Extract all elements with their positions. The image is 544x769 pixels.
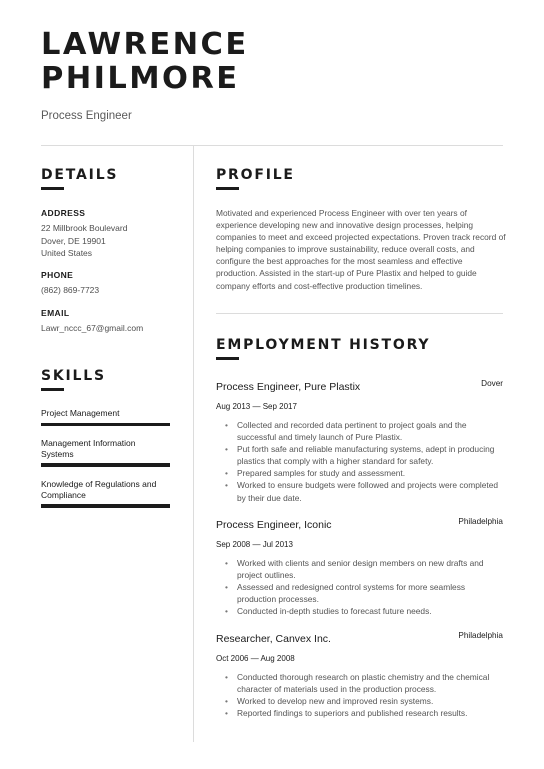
candidate-job-title: Process Engineer <box>41 110 132 122</box>
phone-value: (862) 869-7723 <box>41 285 100 295</box>
responsibility-item: • Put forth safe and reliable manufacturing systems, adept in producing plastics that comply with a higher standard for safety. <box>216 443 503 467</box>
profile-heading-underline <box>216 187 239 190</box>
job-responsibilities <box>216 419 503 504</box>
job-title: Process Engineer, Pure Plastix <box>216 381 361 393</box>
responsibility-item: • Conducted in-depth studies to forecast future needs. <box>216 605 503 617</box>
employment-entry <box>216 515 503 617</box>
employment-entry <box>216 629 503 719</box>
responsibility-item: • Worked to ensure budgets were followed and projects were completed by their due date. <box>216 479 503 503</box>
email-value: Lawr_nccc_67@gmail.com <box>41 323 144 333</box>
job-responsibilities <box>216 557 503 617</box>
skills-heading: SKILLS <box>41 368 106 384</box>
skill-name: Management Information Systems <box>41 438 136 459</box>
job-dates: Aug 2013 — Sep 2017 <box>216 402 297 411</box>
skill-name: Knowledge of Regulations and Compliance <box>41 479 157 500</box>
responsibility-item: • Reported findings to superiors and published research results. <box>216 707 503 719</box>
skills-heading-underline <box>41 388 64 391</box>
candidate-name <box>41 28 461 96</box>
job-location: Dover <box>481 379 503 388</box>
name-line-first: LAWRENCE <box>41 27 249 62</box>
skill-item <box>41 438 170 467</box>
responsibility-item: • Assessed and redesigned control systems for more seamless production processes. <box>216 581 503 605</box>
column-divider <box>193 146 194 742</box>
job-title: Process Engineer, Iconic <box>216 519 332 531</box>
employment-entry <box>216 377 503 504</box>
profile-heading: PROFILE <box>216 167 295 183</box>
job-dates: Oct 2006 — Aug 2008 <box>216 654 295 663</box>
profile-divider <box>216 313 503 314</box>
header-divider <box>41 145 503 146</box>
email-label: EMAIL <box>41 308 70 318</box>
skill-item <box>41 479 170 508</box>
skill-level-bar <box>41 504 170 508</box>
address-label: ADDRESS <box>41 208 86 218</box>
job-title: Researcher, Canvex Inc. <box>216 633 331 645</box>
skill-name: Project Management <box>41 408 120 418</box>
address-line: United States <box>41 248 93 258</box>
job-dates: Sep 2008 — Jul 2013 <box>216 540 293 549</box>
skill-item <box>41 408 170 426</box>
phone-label: PHONE <box>41 270 74 280</box>
skill-level-bar <box>41 463 170 467</box>
responsibility-item: • Worked with clients and senior design members on new drafts and project outlines. <box>216 557 503 581</box>
address-line: 22 Millbrook Boulevard <box>41 223 128 233</box>
name-line-last: PHILMORE <box>41 61 240 96</box>
address-line: Dover, DE 19901 <box>41 235 106 246</box>
skill-level-bar <box>41 423 170 427</box>
responsibility-item: • Worked to develop new and improved resin systems. <box>216 695 503 707</box>
responsibility-item: • Conducted thorough research on plastic chemistry and the chemical character of materials used in the production process. <box>216 671 503 695</box>
job-responsibilities <box>216 671 503 719</box>
details-heading: DETAILS <box>41 167 119 183</box>
details-heading-underline <box>41 187 64 190</box>
responsibility-item: • Prepared samples for study and assessment. <box>216 467 503 479</box>
address-value <box>41 222 127 260</box>
job-location: Philadelphia <box>458 631 503 640</box>
job-location: Philadelphia <box>458 517 503 526</box>
responsibility-item: • Collected and recorded data pertinent to project goals and the successful and timely launch of Pure Plastix. <box>216 419 503 443</box>
profile-summary: Motivated and experienced Process Engineer with over ten years of experience developing new and innovative design processes, helping companies to meet and exceed projected expectations. Proven track record of helping companies to improve sustainability, reduce overall costs, and configure the best approaches for the most seamless and effective production. Assisted in the start-up of Pure Plastix and helped to guide company efforts and cost-effective production timelines. <box>216 208 506 291</box>
employment-heading-underline <box>216 357 239 360</box>
employment-heading: EMPLOYMENT HISTORY <box>216 337 431 353</box>
